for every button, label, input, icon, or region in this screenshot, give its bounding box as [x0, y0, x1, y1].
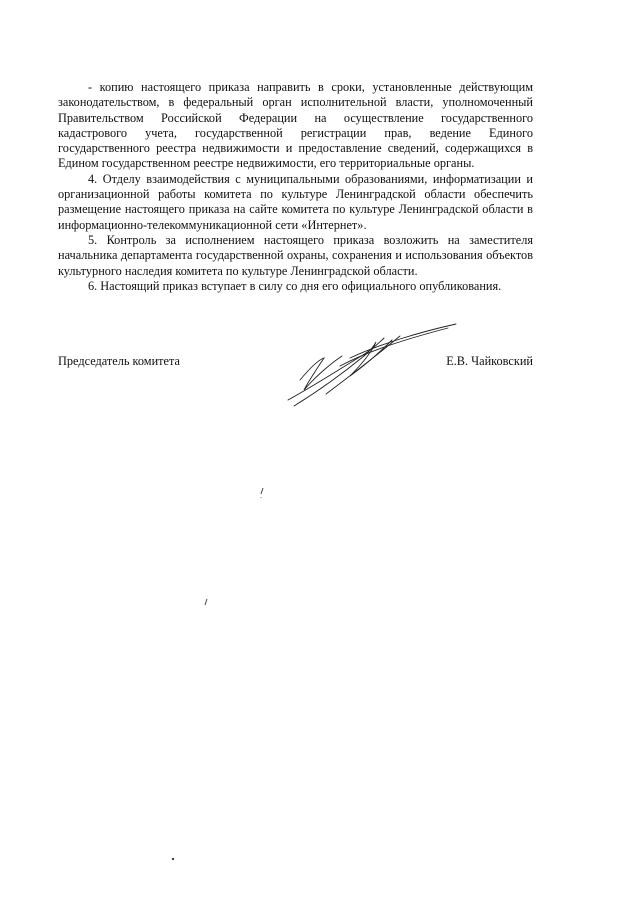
paragraph-copy-order: - копию настоящего приказа направить в сроки, установленные действующим законодательством, в федеральный орган исполнительной власти, уполномоченный Правительством Российской Федерации на осуществление государственного кадастрового учета, государственной регистрации прав, ведение Единого государственного реестра недвижимости и предоставление сведений, содержащихся в Едином государственном реестре недвижимости, его территориальные органы. [58, 80, 533, 171]
paragraph-4-publication: 4. Отделу взаимодействия с муниципальными образованиями, информатизации и организационной работы комитета по культуре Ленинградской области обеспечить размещение настоящего приказа на сайте комитета по культуре Ленинградской области в информационно-телекоммуникационной сети «Интернет». [58, 171, 533, 232]
document-body [58, 80, 533, 294]
paragraph-6-effective-date: 6. Настоящий приказ вступает в силу со дня его официального опубликования. [88, 278, 502, 293]
paragraph-5-control: 5. Контроль за исполнением настоящего приказа возложить на заместителя начальника департамента государственной охраны, сохранения и использования объектов культурного наследия комитета по культуре Ленинградской области. [58, 232, 533, 278]
signature-block [58, 354, 533, 374]
signatory-name: Е.В. Чайковский [446, 354, 533, 368]
scan-speck-mark [259, 487, 265, 495]
signatory-title: Председатель комитета [58, 354, 180, 368]
scan-speck-mark [203, 598, 209, 606]
scan-speck-mark [170, 856, 176, 862]
